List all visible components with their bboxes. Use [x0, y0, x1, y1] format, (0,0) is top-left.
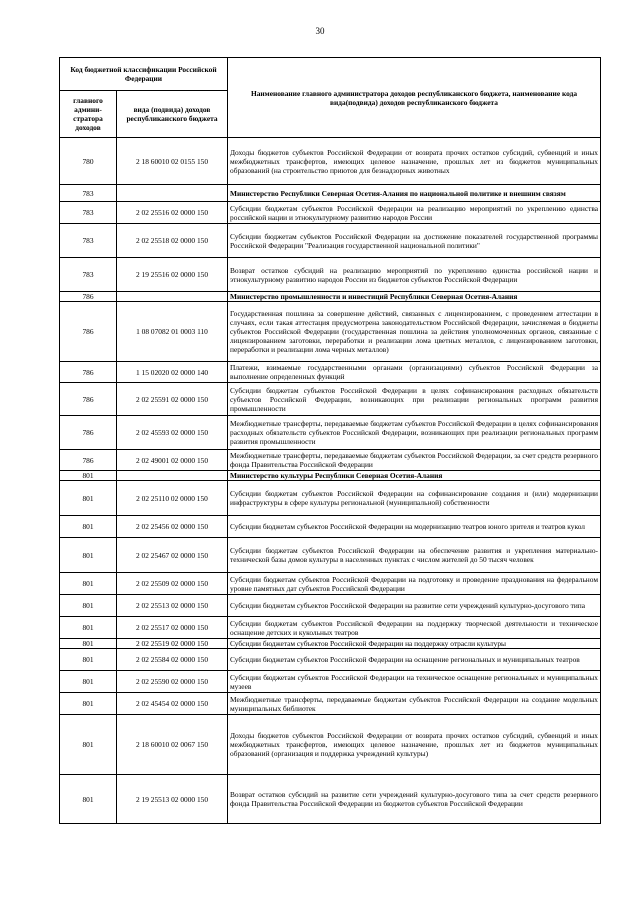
- admin-code-cell: 783: [60, 224, 117, 258]
- revenue-code-cell: 1 15 02020 02 0000 140: [117, 362, 228, 383]
- table-row: [60, 224, 601, 258]
- revenue-name-cell: Субсидии бюджетам субъектов Российской Федерации на оснащение региональных и муниципальных театров: [228, 649, 601, 671]
- admin-code-cell: 801: [60, 715, 117, 775]
- revenue-classification-table: [59, 57, 601, 824]
- revenue-name-cell: Доходы бюджетов субъектов Российской Федерации от возврата прочих остатков субсидий, субвенций и иных межбюджетных трансфертов, имеющих целевое назначение, прошлых лет из бюджетов муниципальных образований (организация и поддержка учреждений культуры): [228, 715, 601, 775]
- table-row: [60, 573, 601, 595]
- revenue-code-cell: 2 02 25516 02 0000 150: [117, 202, 228, 224]
- revenue-code-cell: 2 02 25584 02 0000 150: [117, 649, 228, 671]
- revenue-name-cell: Министерство культуры Республики Северная Осетия-Алания: [228, 471, 601, 481]
- admin-code-cell: 801: [60, 775, 117, 824]
- revenue-code-cell: 2 02 45454 02 0000 150: [117, 693, 228, 715]
- page-number: 30: [315, 26, 325, 36]
- admin-code-cell: 801: [60, 693, 117, 715]
- table-row: [60, 649, 601, 671]
- table-row: [60, 775, 601, 824]
- table-row: [60, 450, 601, 471]
- revenue-code-cell: 2 02 25519 02 0000 150: [117, 639, 228, 649]
- revenue-name-cell: Субсидии бюджетам субъектов Российской Федерации в целях софинансирования расходных обязательств субъектов Российской Федерации, возникающих при реализации региональных программ развития промышленности: [228, 383, 601, 416]
- revenue-name-cell: Субсидии бюджетам субъектов Российской Федерации на поддержку отрасли культуры: [228, 639, 601, 649]
- revenue-name-cell: Межбюджетные трансферты, передаваемые бюджетам субъектов Российской Федерации на создание модельных муниципальных библиотек: [228, 693, 601, 715]
- revenue-code-cell: 2 19 25513 02 0000 150: [117, 775, 228, 824]
- header-admin-code: главного админи-стратора доходов: [60, 91, 117, 138]
- table-row: [60, 471, 601, 481]
- admin-code-cell: 801: [60, 471, 117, 481]
- admin-code-cell: 801: [60, 649, 117, 671]
- revenue-code-cell: [117, 471, 228, 481]
- table-row: [60, 292, 601, 302]
- table-row: [60, 383, 601, 416]
- table-row: [60, 202, 601, 224]
- revenue-code-cell: 2 02 49001 02 0000 150: [117, 450, 228, 471]
- revenue-code-cell: 2 19 25516 02 0000 150: [117, 258, 228, 292]
- revenue-name-cell: Субсидии бюджетам субъектов Российской Федерации на развитие сети учреждений культурно-досугового типа: [228, 595, 601, 617]
- table-row: [60, 362, 601, 383]
- revenue-code-cell: 2 02 25590 02 0000 150: [117, 671, 228, 693]
- table-row: [60, 185, 601, 202]
- header-revenue-type-code: вида (подвида) доходов республиканского бюджета: [117, 91, 228, 138]
- revenue-name-cell: Государственная пошлина за совершение действий, связанных с лицензированием, с проведением аттестации в случаях, если такая аттестация предусмотрена законодательством Российской Федерации, зачисляемая в бюджеты субъектов Российской Федерации (государственная пошлина за действия уполномоченных органов, связанные с лицензированием заготовки, переработки и реализации лома цветных металлов, с лицензированием заготовки, переработки и реализации лома черных металлов): [228, 302, 601, 362]
- revenue-name-cell: Субсидии бюджетам субъектов Российской Федерации на поддержку творческой деятельности и техническое оснащение детских и кукольных театров: [228, 617, 601, 639]
- admin-code-cell: 801: [60, 639, 117, 649]
- revenue-name-cell: Доходы бюджетов субъектов Российской Федерации от возврата прочих остатков субсидий, субвенций и иных межбюджетных трансфертов, имеющих целевое назначение, прошлых лет из бюджетов муниципальных образований (на строительство приютов для безнадзорных животных: [228, 138, 601, 185]
- header-name: Наименование главного администратора доходов республиканского бюджета, наименование кода вида(подвида) доходов республиканского бюджета: [228, 58, 601, 138]
- admin-code-cell: 780: [60, 138, 117, 185]
- revenue-code-cell: [117, 292, 228, 302]
- revenue-code-cell: 1 08 07082 01 0003 110: [117, 302, 228, 362]
- revenue-name-cell: Межбюджетные трансферты, передаваемые бюджетам субъектов Российской Федерации, за счет средств резервного фонда Правительства Российской Федерации: [228, 450, 601, 471]
- admin-code-cell: 786: [60, 450, 117, 471]
- revenue-code-cell: 2 02 25467 02 0000 150: [117, 538, 228, 573]
- table-row: [60, 516, 601, 538]
- admin-code-cell: 801: [60, 595, 117, 617]
- revenue-name-cell: Субсидии бюджетам субъектов Российской Федерации на техническое оснащение региональных и муниципальных музеев: [228, 671, 601, 693]
- admin-code-cell: 801: [60, 671, 117, 693]
- revenue-name-cell: Субсидии бюджетам субъектов Российской Федерации на софинансирование создания и (или) модернизации инфраструктуры в сфере культуры региональной (муниципальной) собственности: [228, 481, 601, 516]
- table-row: [60, 595, 601, 617]
- admin-code-cell: 801: [60, 538, 117, 573]
- revenue-name-cell: Межбюджетные трансферты, передаваемые бюджетам субъектов Российской Федерации в целях софинансирования расходных обязательств субъектов Российской Федерации, возникающих при реализации региональных программ развития промышленности: [228, 416, 601, 450]
- admin-code-cell: 786: [60, 383, 117, 416]
- revenue-name-cell: Министерство Республики Северная Осетия-Алания по национальной политике и внешним связям: [228, 185, 601, 202]
- admin-code-cell: 786: [60, 302, 117, 362]
- admin-code-cell: 783: [60, 202, 117, 224]
- revenue-name-cell: Возврат остатков субсидий на развитие сети учреждений культурно-досугового типа за счет средств резервного фонда Правительства Российской Федерации из бюджетов субъектов Российской Федерации: [228, 775, 601, 824]
- revenue-code-cell: [117, 185, 228, 202]
- table-row: [60, 258, 601, 292]
- admin-code-cell: 801: [60, 481, 117, 516]
- table-row: [60, 302, 601, 362]
- admin-code-cell: 783: [60, 185, 117, 202]
- table-row: [60, 715, 601, 775]
- admin-code-cell: 801: [60, 573, 117, 595]
- admin-code-cell: 786: [60, 416, 117, 450]
- table-row: [60, 639, 601, 649]
- revenue-code-cell: 2 18 60010 02 0067 150: [117, 715, 228, 775]
- revenue-code-cell: 2 02 25517 02 0000 150: [117, 617, 228, 639]
- revenue-code-cell: 2 02 45593 02 0000 150: [117, 416, 228, 450]
- revenue-code-cell: 2 18 60010 02 0155 150: [117, 138, 228, 185]
- revenue-name-cell: Субсидии бюджетам субъектов Российской Федерации на подготовку и проведение празднования на федеральном уровне памятных дат субъектов Российской Федерации: [228, 573, 601, 595]
- table-row: [60, 693, 601, 715]
- table-row: [60, 138, 601, 185]
- admin-code-cell: 801: [60, 617, 117, 639]
- revenue-code-cell: 2 02 25110 02 0000 150: [117, 481, 228, 516]
- admin-code-cell: 801: [60, 516, 117, 538]
- revenue-name-cell: Платежи, взимаемые государственными органами (организациями) субъектов Российской Федерации за выполнение определенных функций: [228, 362, 601, 383]
- table-row: [60, 671, 601, 693]
- revenue-name-cell: Субсидии бюджетам субъектов Российской Федерации на модернизацию театров юного зрителя и театров кукол: [228, 516, 601, 538]
- revenue-name-cell: Субсидии бюджетам субъектов Российской Федерации на реализацию мероприятий по укреплению единства российской нации и этнокультурному развитию народов России: [228, 202, 601, 224]
- revenue-name-cell: Возврат остатков субсидий на реализацию мероприятий по укреплению единства российской нации и этнокультурному развитию народов России из бюджетов субъектов Российской Федерации: [228, 258, 601, 292]
- header-budget-classification: Код бюджетной классификации Российской Федерации: [60, 58, 228, 91]
- revenue-name-cell: Министерство промышленности и инвестиций Республики Северная Осетия-Алания: [228, 292, 601, 302]
- table-row: [60, 538, 601, 573]
- revenue-name-cell: Субсидии бюджетам субъектов Российской Федерации на достижение показателей государственной программы Российской Федерации "Реализация государственной национальной политики": [228, 224, 601, 258]
- revenue-code-cell: 2 02 25591 02 0000 150: [117, 383, 228, 416]
- table-row: [60, 416, 601, 450]
- revenue-code-cell: 2 02 25513 02 0000 150: [117, 595, 228, 617]
- revenue-code-cell: 2 02 25518 02 0000 150: [117, 224, 228, 258]
- table-row: [60, 617, 601, 639]
- table-row: [60, 481, 601, 516]
- revenue-name-cell: Субсидии бюджетам субъектов Российской Федерации на обеспечение развития и укрепления материально-технической базы домов культуры в населенных пунктах с числом жителей до 50 тысяч человек: [228, 538, 601, 573]
- admin-code-cell: 783: [60, 258, 117, 292]
- table-body: [60, 138, 601, 824]
- admin-code-cell: 786: [60, 362, 117, 383]
- revenue-code-cell: 2 02 25509 02 0000 150: [117, 573, 228, 595]
- admin-code-cell: 786: [60, 292, 117, 302]
- revenue-code-cell: 2 02 25456 02 0000 150: [117, 516, 228, 538]
